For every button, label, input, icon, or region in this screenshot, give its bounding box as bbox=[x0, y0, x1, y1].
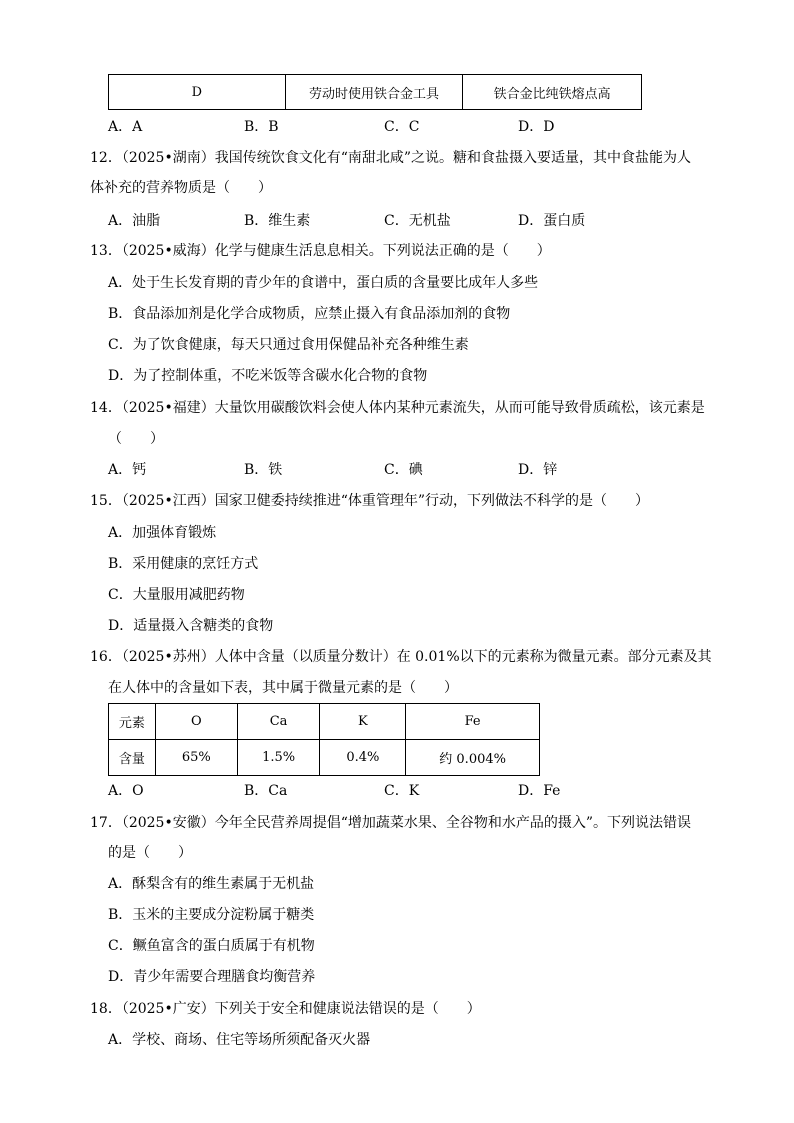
option-d: D．适量摄入含糖类的食物 bbox=[108, 618, 274, 634]
option-b: B．食品添加剂是化学合成物质，应禁止摄入有食品添加剂的食物 bbox=[108, 306, 511, 322]
question-14-stem: 14．（2025•福建）大量饮用碳酸饮料会使人体内某种元素流失，从而可能导致骨质疏松，该元素是 bbox=[90, 400, 705, 416]
answer-table bbox=[108, 74, 642, 110]
question-15-stem: 15．（2025•江西）国家卫健委持续推进“体重管理年”行动，下列做法不科学的是（ ） bbox=[90, 493, 650, 509]
option-b: B．采用健康的烹饪方式 bbox=[108, 556, 259, 572]
option-a: A．学校、商场、住宅等场所须配备灭火器 bbox=[108, 1032, 371, 1048]
option-d: D．青少年需要合理膳食均衡营养 bbox=[108, 969, 316, 985]
table-cell: Fe bbox=[406, 704, 540, 740]
option-a: A．钙 bbox=[108, 462, 147, 478]
option-d: D．D bbox=[518, 119, 555, 135]
question-12-stem-cont: 体补充的营养物质是（ ） bbox=[90, 180, 272, 196]
table-cell: O bbox=[155, 704, 237, 740]
question-13-stem: 13．（2025•威海）化学与健康生活息息相关。下列说法正确的是（ ） bbox=[90, 243, 551, 259]
question-17-stem: 17．（2025•安徽）今年全民营养周提倡“增加蔬菜水果、全谷物和水产品的摄入”。下列说法错误 bbox=[90, 815, 692, 831]
question-12-stem: 12．（2025•湖南）我国传统饮食文化有“南甜北咸”之说。糖和食盐摄入要适量，其中食盐能为人 bbox=[90, 150, 692, 166]
option-a: A．处于生长发育期的青少年的食谱中，蛋白质的含量要比成年人多些 bbox=[108, 275, 539, 291]
option-d: D．锌 bbox=[518, 462, 558, 478]
option-d: D．蛋白质 bbox=[518, 213, 586, 229]
option-c: C．无机盐 bbox=[384, 213, 451, 229]
option-c: C．为了饮食健康，每天只通过食用保健品补充各种维生素 bbox=[108, 337, 469, 353]
option-a: A．加强体育锻炼 bbox=[108, 525, 217, 541]
option-a: A．酥梨含有的维生素属于无机盐 bbox=[108, 876, 315, 892]
option-b: B．铁 bbox=[244, 462, 283, 478]
table-cell: K bbox=[320, 704, 406, 740]
question-17-stem-cont: 的是（ ） bbox=[108, 845, 192, 861]
table-cell: D bbox=[109, 75, 286, 110]
option-c: C．K bbox=[384, 783, 420, 799]
table-cell: 65% bbox=[155, 740, 237, 776]
table-cell: 1.5% bbox=[237, 740, 320, 776]
table-cell: 约 0.004% bbox=[406, 740, 540, 776]
element-content-table bbox=[108, 703, 540, 776]
table-cell: 元素 bbox=[109, 704, 156, 740]
table-cell: 劳动时使用铁合金工具 bbox=[285, 75, 463, 110]
option-b: B．维生素 bbox=[244, 213, 311, 229]
question-16-stem-cont: 在人体中的含量如下表，其中属于微量元素的是（ ） bbox=[108, 680, 458, 696]
question-14-stem-cont: （ ） bbox=[108, 431, 164, 447]
option-c: C．大量服用减肥药物 bbox=[108, 587, 245, 603]
table-row bbox=[109, 740, 540, 776]
table-cell: 铁合金比纯铁熔点高 bbox=[463, 75, 642, 110]
option-b: B．玉米的主要成分淀粉属于糖类 bbox=[108, 907, 315, 923]
question-18-stem: 18．（2025•广安）下列关于安全和健康说法错误的是（ ） bbox=[90, 1001, 481, 1017]
option-b: B．B bbox=[244, 119, 279, 135]
option-c: C．碘 bbox=[384, 462, 423, 478]
option-a: A．A bbox=[108, 119, 143, 135]
option-c: C．鳜鱼富含的蛋白质属于有机物 bbox=[108, 938, 315, 954]
option-b: B．Ca bbox=[244, 783, 288, 799]
table-cell: 0.4% bbox=[320, 740, 406, 776]
table-row bbox=[109, 75, 642, 110]
table-header-row bbox=[109, 704, 540, 740]
question-16-stem: 16．（2025•苏州）人体中含量（以质量分数计）在 0.01%以下的元素称为微量元素。部分元素及其 bbox=[90, 649, 712, 665]
option-a: A．O bbox=[108, 783, 144, 799]
table-cell: 含量 bbox=[109, 740, 156, 776]
option-a: A．油脂 bbox=[108, 213, 161, 229]
option-d: D．Fe bbox=[518, 783, 561, 799]
table-cell: Ca bbox=[237, 704, 320, 740]
option-c: C．C bbox=[384, 119, 420, 135]
option-d: D．为了控制体重，不吃米饭等含碳水化合物的食物 bbox=[108, 368, 428, 384]
